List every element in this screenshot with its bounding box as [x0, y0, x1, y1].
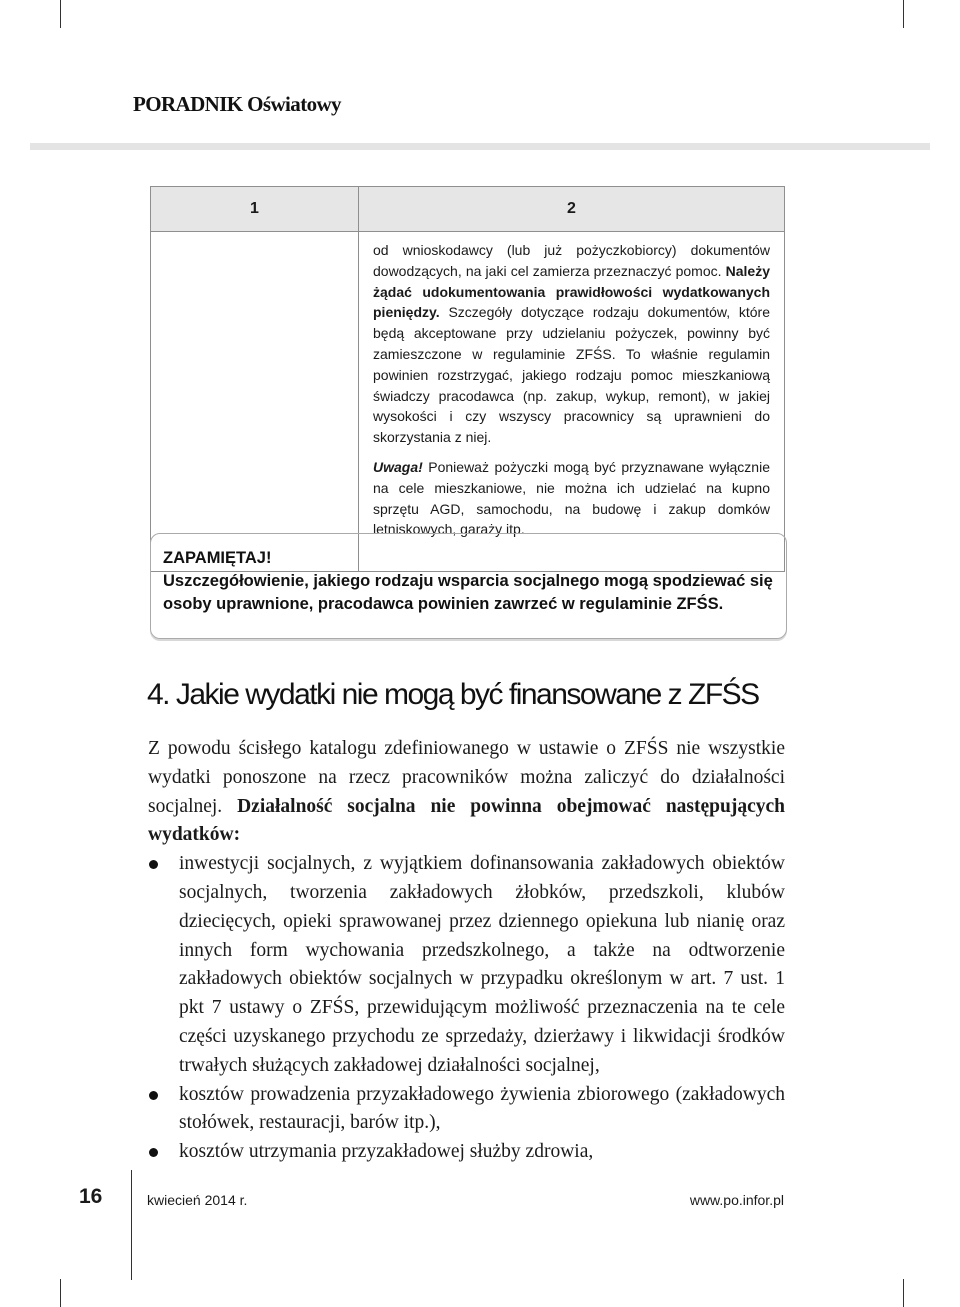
cell-emphasis: Należy żądać udokumentowania prawidłowości wydatkowanych pieniędzy. — [373, 262, 770, 321]
bullet-icon — [149, 1091, 158, 1100]
cell-paragraph: od wnioskodawcy (lub już pożyczkobiorcy) dokumentów dowodzących, na jaki cel zamierza przeznaczyć pomoc. Należy żądać udokumentowania prawidłowości wydatkowanych pieniędzy. Szczegóły dotyczące rodzaju dokumentów, które będą akceptowane przy udzielaniu pożyczek, powinny być zamieszczone w regulaminie ZFŚS. To właśnie regulamin powinien rozstrzygać, jakiego rodzaju pomoc mieszkaniową świadczy pracodawca (np. zakup, wykup, remont), w jakiej wysokości i czy wszyscy pracownicy są uprawnieni do skorzystania z niej. — [373, 242, 770, 446]
crop-mark — [60, 0, 61, 28]
crop-mark — [903, 0, 904, 28]
table-header-col-2: 2 — [359, 187, 785, 232]
issue-date: kwiecień 2014 r. — [147, 1192, 248, 1208]
table-header-col-1: 1 — [151, 187, 359, 232]
page-number: 16 — [79, 1185, 103, 1208]
publication-title: PORADNIK Oświatowy — [133, 92, 341, 116]
header-divider — [30, 143, 930, 150]
content-table — [150, 186, 785, 572]
bullet-icon — [149, 1148, 158, 1157]
warning-label: Uwaga! — [373, 458, 423, 475]
website-link[interactable]: www.po.infor.pl — [689, 1192, 784, 1208]
table-cell-empty — [151, 232, 359, 572]
section-heading: 4. Jakie wydatki nie mogą być finansowane z ZFŚS — [147, 678, 759, 711]
list-item: kosztów prowadzenia przyzakładowego żywienia zbiorowego (zakładowych stołówek, restauracji, barów itp.), — [148, 1081, 785, 1139]
table-cell-text — [359, 232, 785, 572]
footer-divider — [131, 1170, 132, 1280]
expense-list — [148, 850, 785, 1167]
cell-paragraph-warning: Uwaga! Ponieważ pożyczki mogą być przyznawane wyłącznie na cele mieszkaniowe, nie można ich udzielać na kupno sprzętu AGD, samochodu, na budowę i zakup domków letniskowych, garaży itp. — [373, 458, 770, 538]
remember-text: Uszczegółowienie, jakiego rodzaju wsparcia socjalnego mogą spodziewać się osoby uprawnione, pracodawca powinien zawrzeć w regulaminie ZFŚS. — [163, 572, 773, 613]
list-item: inwestycji socjalnych, z wyjątkiem dofinansowania zakładowych obiektów socjalnych, tworzenia zakładowych żłobków, przedszkoli, klubów dziecięcych, opieki sprawowanej przez dziennego opiekuna lub nianię oraz innych form wychowania przedszkolnego, a także na odtworzenie zakładowych obiektów socjalnych w przypadku określonym w art. 7 ust. 1 pkt 7 ustawy o ZFŚS, przewidującym możliwość przeznaczenia na te cele części uzyskanego przychodu ze sprzedaży, dzierżawy i likwidacji środków trwałych służących zakładowej działalności socjalnej, — [148, 850, 785, 1080]
section-body — [148, 735, 785, 1167]
intro-emphasis: Działalność socjalna nie powinna obejmować następujących wydatków: — [148, 795, 785, 846]
table-row — [151, 232, 785, 572]
list-item: kosztów utrzymania przyzakładowej służby zdrowia, — [148, 1138, 785, 1167]
remember-title: ZAPAMIĘTAJ! — [163, 549, 272, 567]
remember-box — [150, 533, 787, 639]
bullet-icon — [149, 860, 158, 869]
crop-mark — [903, 1279, 904, 1307]
intro-paragraph: Z powodu ścisłego katalogu zdefiniowanego w ustawie o ZFŚS nie wszystkie wydatki ponoszone na rzecz pracowników można zaliczyć do działalności socjalnej. Działalność socjalna nie powinna obejmować następujących wydatków: — [148, 738, 785, 846]
crop-mark — [60, 1279, 61, 1307]
